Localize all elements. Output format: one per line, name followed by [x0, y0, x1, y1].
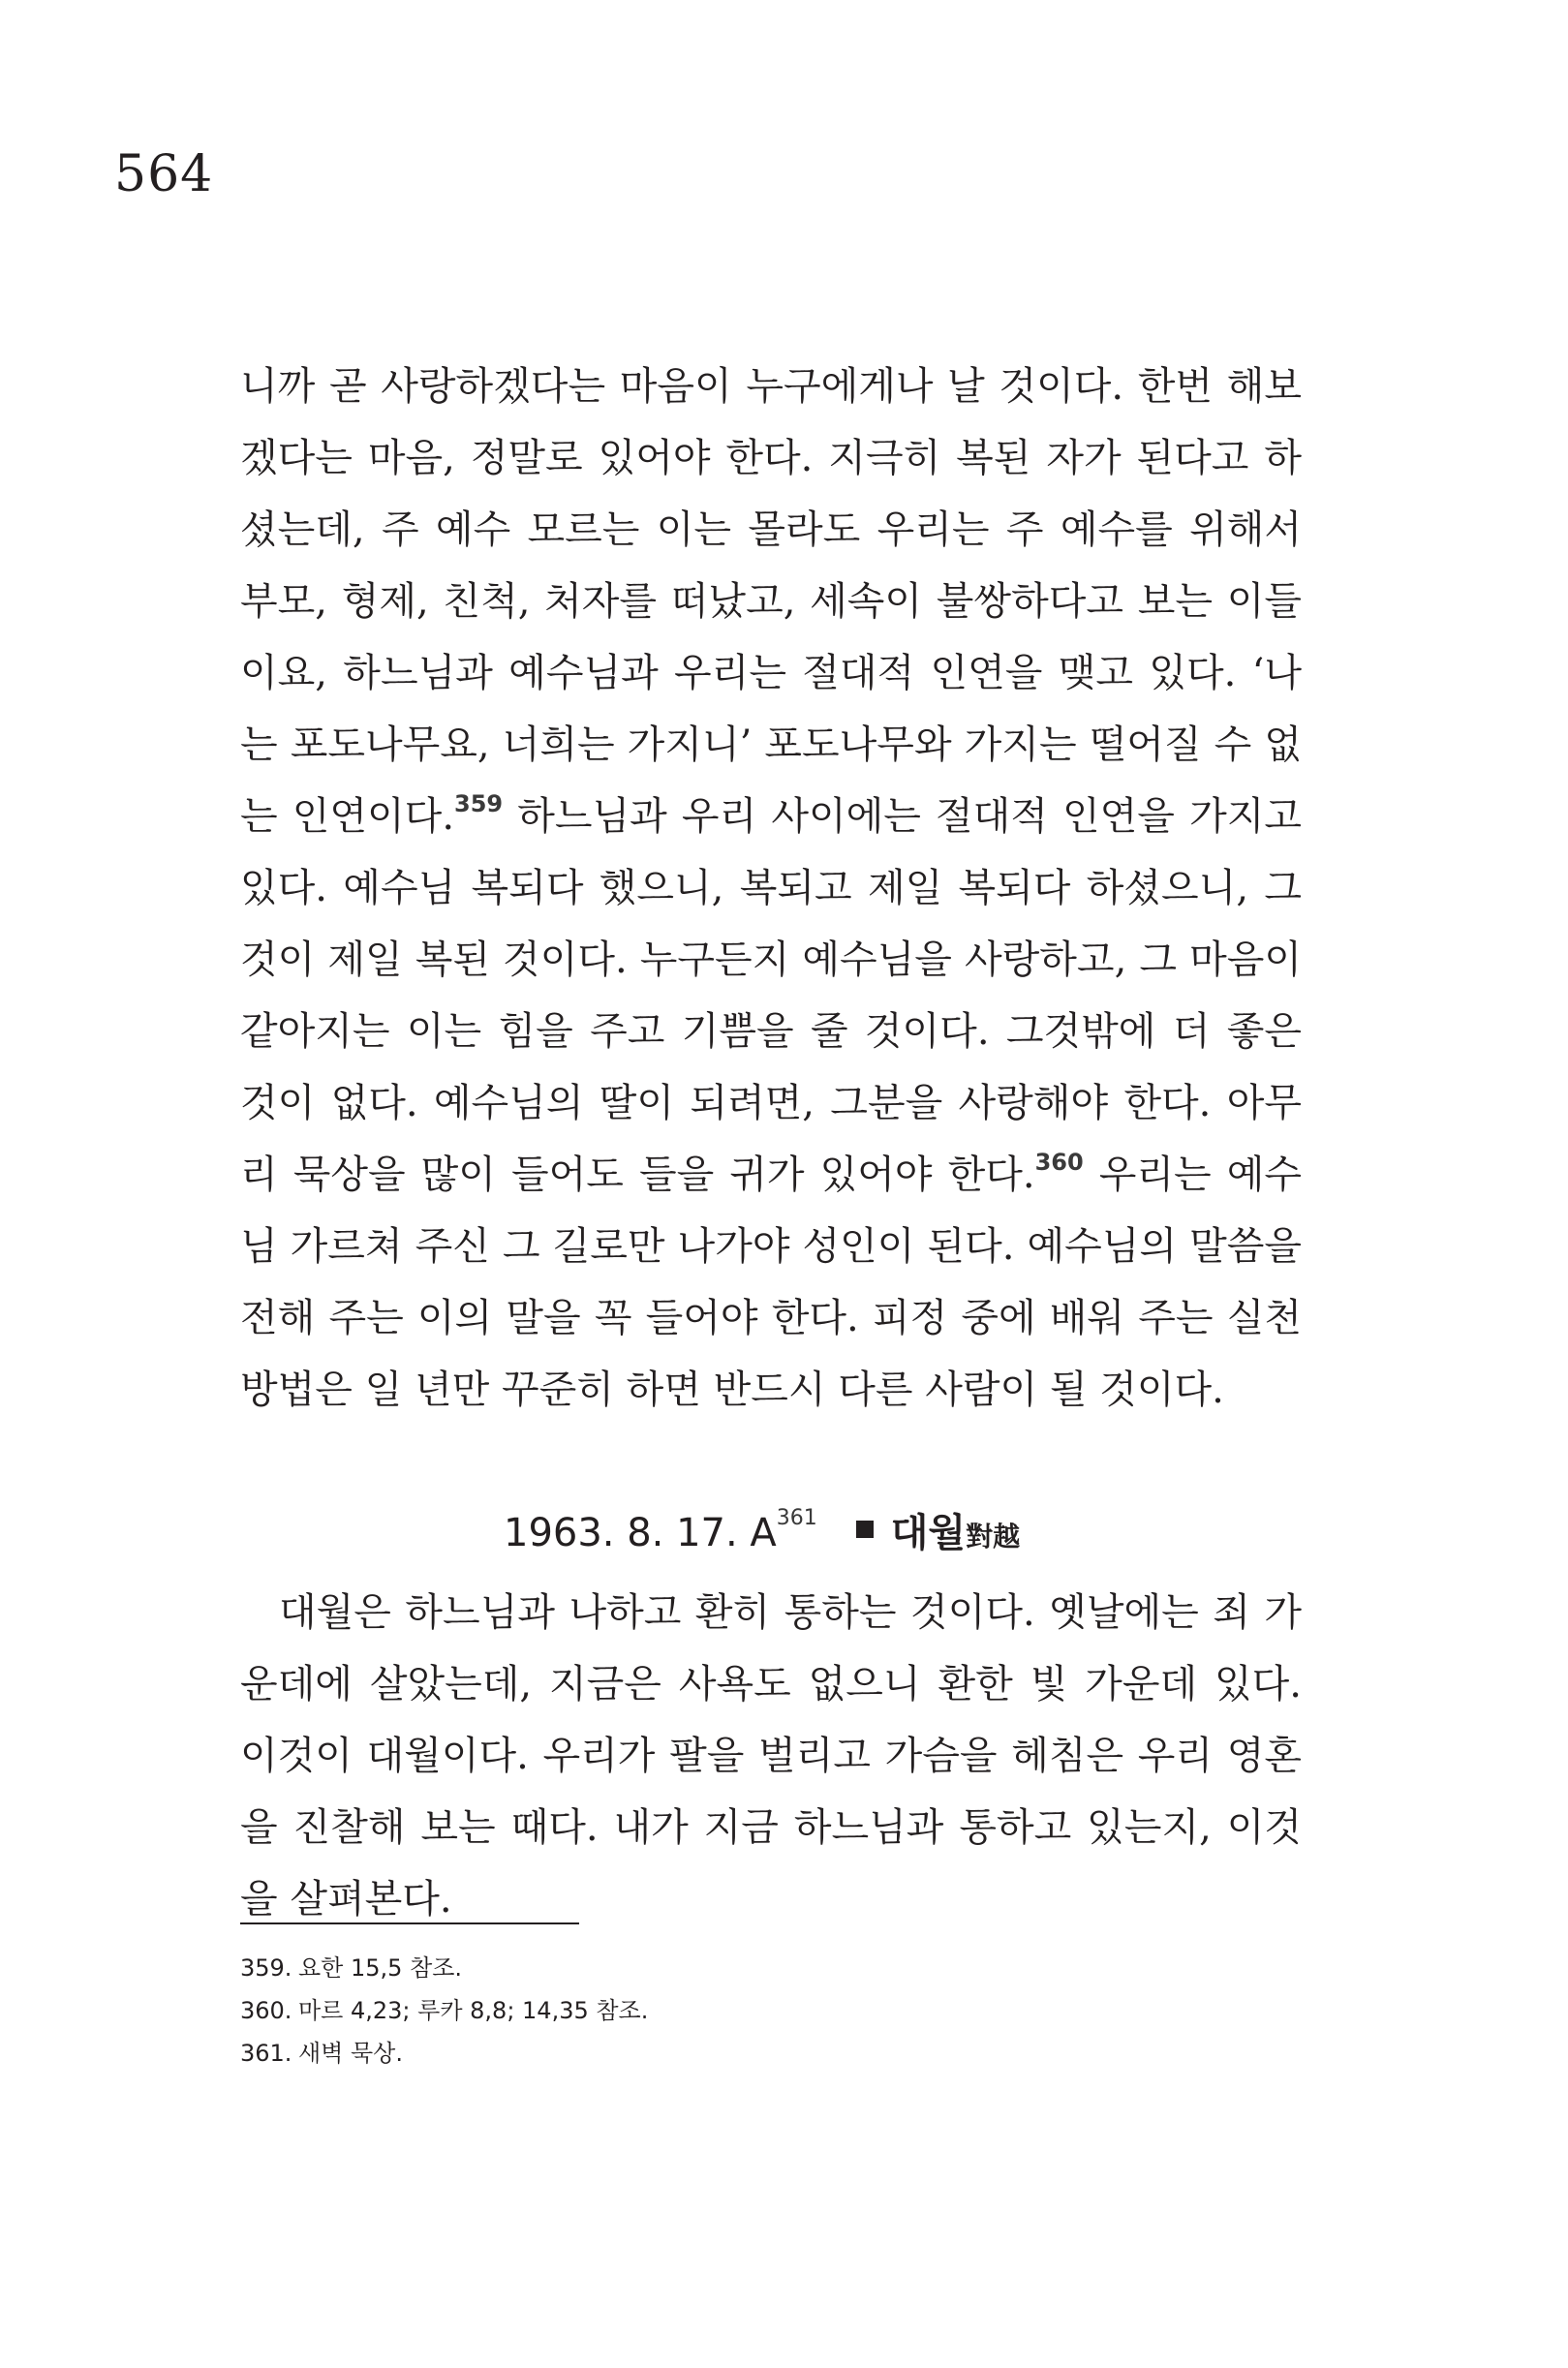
heading-date: 1963. 8. 17. A [504, 1511, 777, 1555]
heading-hanja: 對越 [966, 1521, 1021, 1553]
footnote-ref-361[interactable]: 361 [776, 1506, 817, 1530]
body-paragraph-1 [240, 351, 1302, 1426]
footnote-item [240, 2032, 1302, 2075]
section-heading [504, 1504, 1182, 1566]
page-number: 564 [114, 145, 214, 203]
footnote-item [240, 1989, 1302, 2032]
paragraph-text: 대월은 하느님과 나하고 환히 통하는 것이다. 옛날에는 죄 가운데에 살았는데, 지금은 사욕도 없으니 환한 빛 가운데 있다. 이것이 대월이다. 우리가 팔을 벌리고 가슴을 헤침은 우리 영혼을 진찰해 보는 때다. 내가 지금 하느님과 통하고 있는지, 이것을 살펴본다. [240, 1590, 1302, 1922]
paragraph-text: 하느님과 우리 사이에는 절대적 인연을 가지고 있다. 예수님 복되다 했으니, 복되고 제일 복되다 하셨으니, 그것이 제일 복된 것이다. 누구든지 예수님을 사랑하고, 그 마음이 같아지는 이는 힘을 주고 기쁨을 줄 것이다. 그것밖에 더 좋은 것이 없다. 예수님의 딸이 되려면, 그분을 사랑해야 한다. 아무리 묵상을 많이 들어도 들을 귀가 있어야 한다. [240, 794, 1302, 1197]
body-paragraph-2 [240, 1577, 1302, 1935]
paragraph-text: 니까 곧 사랑하겠다는 마음이 누구에게나 날 것이다. 한번 해보겠다는 마음, 정말로 있어야 한다. 지극히 복된 자가 된다고 하셨는데, 주 예수 모르는 이는 몰라도 우리는 주 예수를 위해서 부모, 형제, 친척, 처자를 떠났고, 세속이 불쌍하다고 보는 이들이요, 하느님과 예수님과 우리는 절대적 인연을 맺고 있다. ‘나는 포도나무요, 너희는 가지니’ 포도나무와 가지는 떨어질 수 없는 인연이다. [240, 364, 1302, 839]
paragraph-text: 우리는 예수님 가르쳐 주신 그 길로만 나가야 성인이 된다. 예수님의 말씀을 전해 주는 이의 말을 꼭 들어야 한다. 피정 중에 배워 주는 실천 방법은 일 년만 꾸준히 하면 반드시 다른 사람이 될 것이다. [240, 1153, 1302, 1412]
footnote-divider [240, 1922, 579, 1924]
footnote-number: 359. [240, 1954, 292, 1982]
square-bullet-icon [856, 1521, 874, 1538]
footnote-number: 360. [240, 1997, 292, 2024]
footnote-item [240, 1947, 1302, 1989]
footnote-number: 361. [240, 2040, 292, 2067]
footnote-ref-360[interactable]: 360 [1034, 1149, 1084, 1176]
heading-title: 대월 [890, 1511, 967, 1555]
footnote-text: 마르 4,23; 루카 8,8; 14,35 참조. [298, 1997, 649, 2024]
footnote-ref-359[interactable]: 359 [454, 790, 504, 817]
footnote-text: 새벽 묵상. [298, 2040, 403, 2067]
footnotes [240, 1947, 1302, 2075]
footnote-text: 요한 15,5 참조. [298, 1954, 463, 1982]
